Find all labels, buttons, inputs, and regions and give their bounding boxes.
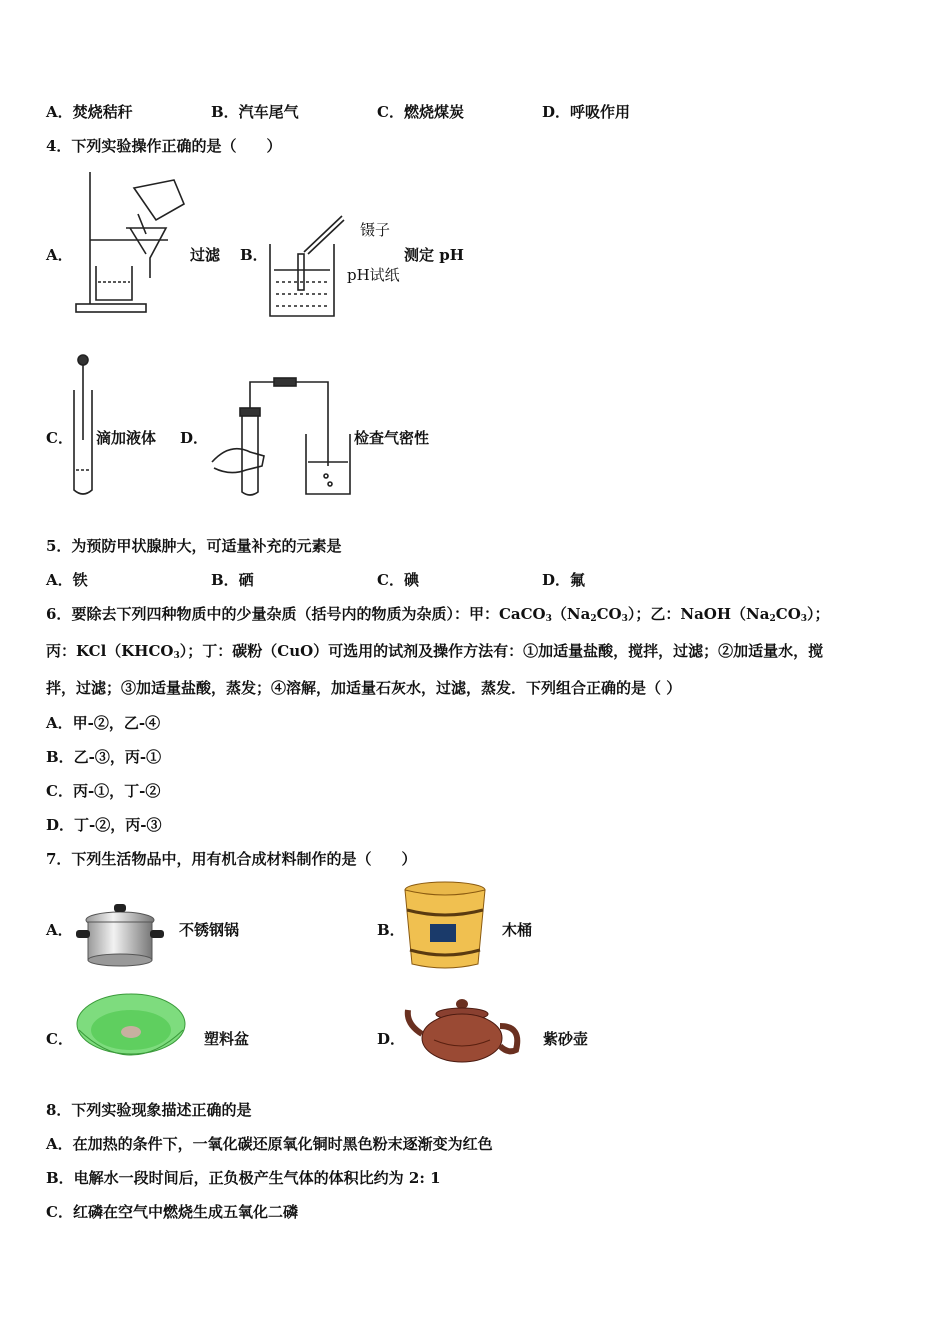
q6-stem-line-3: 拌，过滤；③加适量盐酸，蒸发；④溶解，加适量石灰水，过滤，蒸发．下列组合正确的是（ ） bbox=[46, 679, 682, 697]
q6-option-b: B．乙-③，丙-① bbox=[46, 748, 162, 766]
wooden-bucket-image bbox=[400, 880, 490, 972]
q8-option-b: B．电解水一段时间后，正负极产生气体的体积比约为 2: 1 bbox=[46, 1169, 441, 1187]
q7-option-a-caption: 不锈钢锅 bbox=[179, 921, 240, 939]
q7-option-a-label: A． bbox=[46, 921, 73, 939]
q4-stem: 4．下列实验操作正确的是（ ） bbox=[46, 137, 282, 155]
q4-option-a-label: A． bbox=[46, 246, 73, 264]
q7-option-c-label: C． bbox=[46, 1030, 73, 1048]
q7-option-b-caption: 木桶 bbox=[502, 921, 533, 939]
q6-stem-line-1: 6．要除去下列四种物质中的少量杂质（括号内的物质为杂质）：甲：$CaCO_3(Na_2CO_3)$；乙：$NaOH(Na_2CO_3)$； bbox=[46, 605, 830, 624]
q4-option-b-caption: 测定 pH bbox=[404, 246, 464, 264]
q8-stem: 8．下列实验现象描述正确的是 bbox=[46, 1101, 252, 1119]
q4-option-b-label: B． bbox=[240, 246, 268, 264]
q3-option-d: D．呼吸作用 bbox=[542, 103, 631, 121]
q4-option-d-label: D． bbox=[180, 429, 209, 447]
q5-stem: 5．为预防甲状腺肿大，可适量补充的元素是 bbox=[46, 537, 342, 555]
q6-option-d: D．丁-②，丙-③ bbox=[46, 816, 162, 834]
q7-option-d-caption: 紫砂壶 bbox=[543, 1030, 589, 1048]
q5-option-a: A．铁 bbox=[46, 571, 88, 589]
filtration-apparatus-figure bbox=[70, 168, 190, 318]
q4-option-a-caption: 过滤 bbox=[190, 246, 221, 264]
q7-option-b-label: B． bbox=[377, 921, 405, 939]
q7-stem: 7．下列生活物品中，用有机合成材料制作的是（ ） bbox=[46, 850, 417, 868]
q4-option-c-label: C． bbox=[46, 429, 73, 447]
q8-option-c: C．红磷在空气中燃烧生成五氧化二磷 bbox=[46, 1203, 298, 1221]
q6-option-a: A．甲-②，乙-④ bbox=[46, 714, 161, 732]
q7-option-c-caption: 塑料盆 bbox=[204, 1030, 250, 1048]
q5-option-c: C．碘 bbox=[377, 571, 419, 589]
tweezers-tag: 镊子 bbox=[360, 221, 391, 239]
stainless-steel-pot-image bbox=[74, 896, 166, 970]
airtightness-check-figure bbox=[210, 372, 355, 500]
ph-test-beaker-figure bbox=[262, 208, 352, 320]
q5-option-b: B．硒 bbox=[211, 571, 254, 589]
q6-stem-line-2: 丙：$KCl(KHCO_3)$；丁：碳粉（CuO）可选用的试剂及操作方法有：①加适量盐酸，搅拌，过滤；②加适量水，搅 bbox=[46, 642, 824, 661]
q6-option-c: C．丙-①，丁-② bbox=[46, 782, 161, 800]
q4-option-d-caption: 检查气密性 bbox=[354, 429, 430, 447]
q4-option-c-caption: 滴加液体 bbox=[96, 429, 157, 447]
q5-option-d: D．氟 bbox=[542, 571, 586, 589]
dropper-test-tube-figure bbox=[70, 350, 96, 498]
q3-option-c: C．燃烧煤炭 bbox=[377, 103, 464, 121]
q7-option-d-label: D． bbox=[377, 1030, 406, 1048]
q3-option-a: A．焚烧秸秆 bbox=[46, 103, 133, 121]
plastic-basin-image bbox=[75, 990, 187, 1070]
purple-clay-teapot-image bbox=[404, 996, 524, 1068]
ph-paper-tag: pH试纸 bbox=[347, 266, 400, 284]
q8-option-a: A．在加热的条件下，一氧化碳还原氧化铜时黑色粉末逐渐变为红色 bbox=[46, 1135, 493, 1153]
q3-option-b: B．汽车尾气 bbox=[211, 103, 299, 121]
